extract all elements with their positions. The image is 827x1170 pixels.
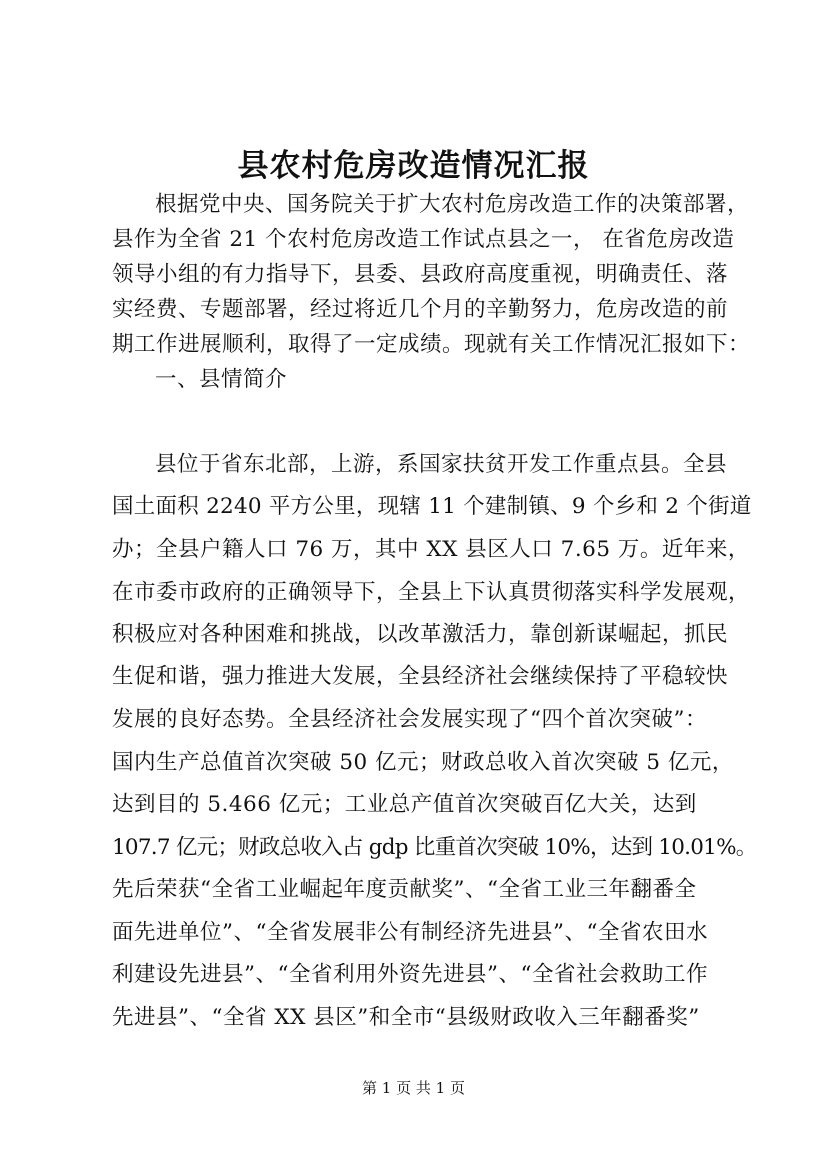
body-line-11: 生促和谐，强力推进大发展，全县经济社会继续保持了平稳较快 bbox=[112, 664, 729, 689]
section-heading: 一、县情简介 bbox=[155, 367, 288, 392]
body-line-2: 县作为全省 21 个农村危房改造工作试点县之一， 在省危房改造 bbox=[112, 227, 735, 252]
document-title: 县农村危房改造情况汇报 bbox=[237, 148, 590, 184]
body-line-13: 国内生产总值首次突破 50 亿元；财政总收入首次突破 5 亿元， bbox=[112, 750, 734, 775]
body-line-12: 发展的良好态势。全县经济社会发展实现了“四个首次突破”： bbox=[112, 707, 707, 732]
body-line-3: 领导小组的有力指导下，县委、县政府高度重视，明确责任、落 bbox=[112, 262, 729, 287]
body-line-4: 实经费、专题部署，经过将近几个月的辛勤努力，危房改造的前 bbox=[112, 297, 729, 322]
body-line-8: 办；全县户籍人口 76 万，其中 XX 县区人口 7.65 万。近年来， bbox=[112, 537, 750, 562]
body-line-17: 面先进单位”、“全省发展非公有制经济先进县”、“全省农田水 bbox=[112, 920, 708, 945]
body-line-19: 先进县”、“全省 XX 县区”和全市“县级财政收入三年翻番奖” bbox=[112, 1005, 700, 1030]
body-line-14: 达到目的 5.466 亿元；工业总产值首次突破百亿大关，达到 bbox=[112, 792, 697, 817]
body-line-6: 县位于省东北部，上游，系国家扶贫开发工作重点县。全县 bbox=[155, 452, 728, 477]
body-line-18: 利建设先进县”、“全省利用外资先进县”、“全省社会救助工作 bbox=[112, 962, 708, 987]
page-footer: 第 1 页 共 1 页 bbox=[362, 1079, 465, 1097]
body-line-10: 积极应对各种困难和挑战，以改革激活力，靠创新谋崛起，抓民 bbox=[112, 622, 729, 647]
body-line-15: 107.7 亿元；财政总收入占 gdp 比重首次突破 10%，达到 10.01%。 bbox=[112, 835, 757, 860]
body-line-16: 先后荣获“全省工业崛起年度贡献奖”、“全省工业三年翻番全 bbox=[112, 877, 697, 902]
body-line-7: 国土面积 2240 平方公里，现辖 11 个建制镇、9 个乡和 2 个街道 bbox=[112, 494, 752, 519]
body-line-5: 期工作进展顺利，取得了一定成绩。现就有关工作情况汇报如下： bbox=[112, 332, 751, 357]
body-line-9: 在市委市政府的正确领导下，全县上下认真贯彻落实科学发展观， bbox=[112, 580, 751, 605]
body-line-1: 根据党中央、国务院关于扩大农村危房改造工作的决策部署， bbox=[155, 192, 750, 217]
